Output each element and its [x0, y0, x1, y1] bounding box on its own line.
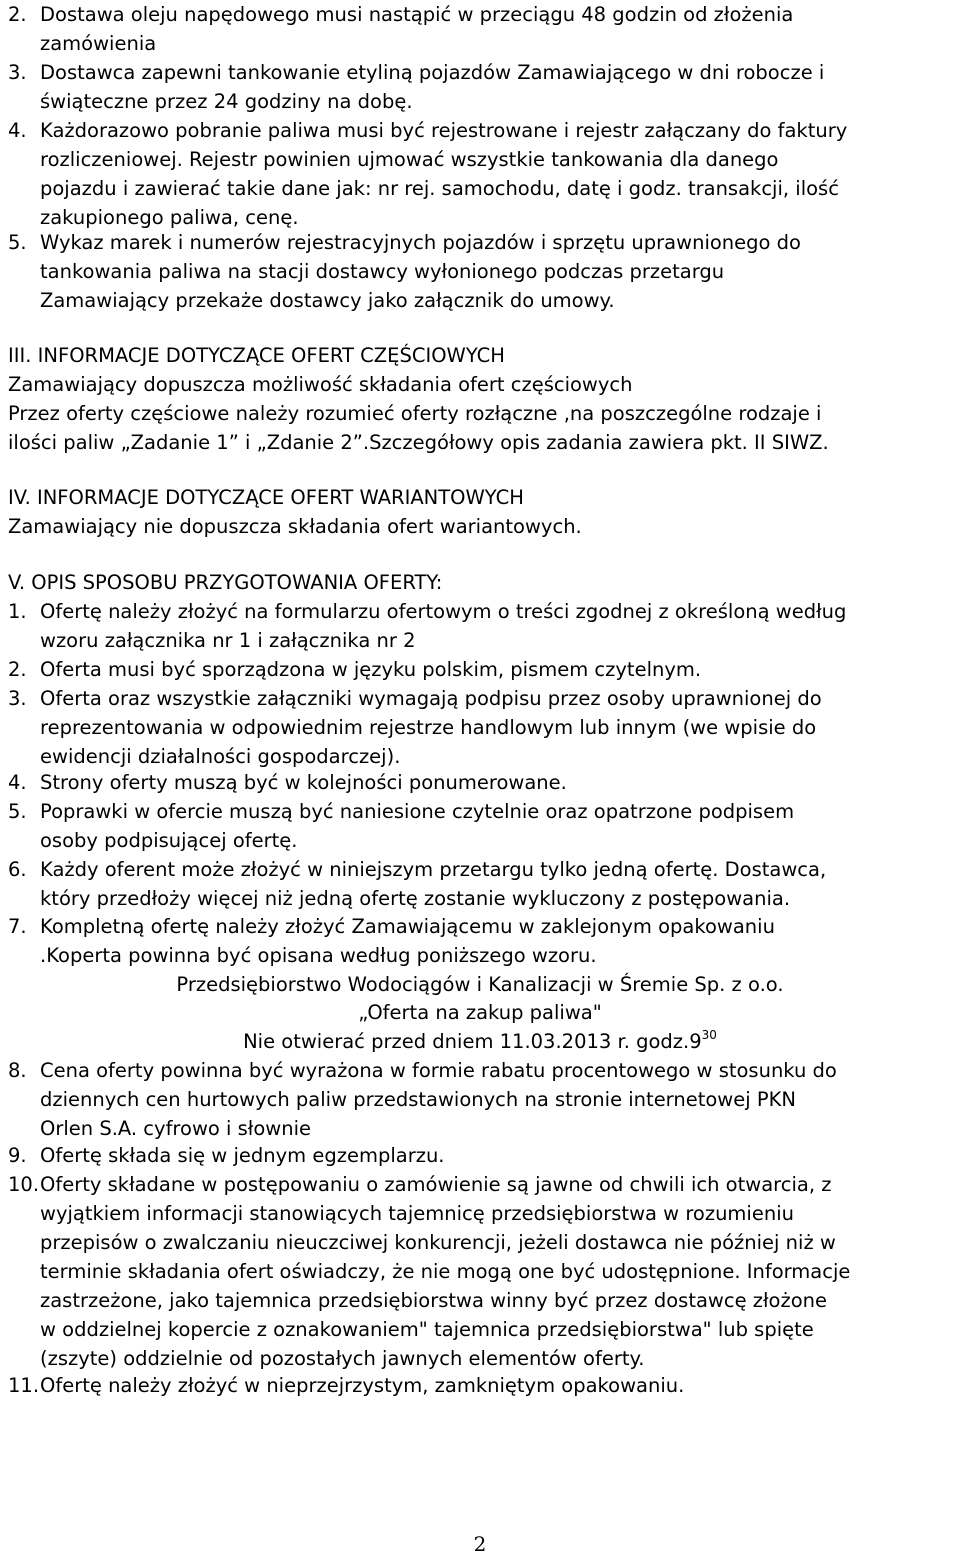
text-line: .Koperta powinna być opisana według poniższego wzoru. [40, 944, 597, 967]
section-heading: IV. INFORMACJE DOTYCZĄCE OFERT WARIANTOWYCH [8, 486, 524, 509]
text-line: świąteczne przez 24 godziny na dobę. [40, 90, 413, 113]
text-line: Oferty składane w postępowaniu o zamówienie są jawne od chwili ich otwarcia, z [40, 1173, 832, 1196]
item-text [40, 855, 952, 913]
text-line: Wykaz marek i numerów rejestracyjnych pojazdów i sprzętu uprawnionego do [40, 231, 801, 254]
text-line: Zamawiający dopuszcza możliwość składania ofert częściowych [8, 373, 633, 396]
page-number: 2 [473, 1532, 487, 1556]
section-offer-preparation [8, 568, 952, 597]
item-text [40, 684, 952, 771]
text-line: zakupionego paliwa, cenę. [40, 206, 299, 229]
text-line: Ofertę należy złożyć na formularzu ofertowym o treści zgodnej z określoną według [40, 600, 847, 623]
text-line: osoby podpisującej ofertę. [40, 829, 298, 852]
text-line: rozliczeniowej. Rejestr powinien ujmować wszystkie tankowania dla danego [40, 148, 779, 171]
item-text [40, 655, 952, 684]
item-number: 6. [8, 858, 27, 881]
text-line: Zamawiający przekaże dostawcy jako załącznik do umowy. [40, 289, 615, 312]
item-text [40, 1141, 952, 1170]
item-number: 9. [8, 1144, 27, 1167]
text-line: w oddzielnej kopercie z oznakowaniem" tajemnica przedsiębiorstwa" lub spięte [40, 1318, 814, 1341]
section-partial-offers [8, 341, 952, 457]
item-number: 2. [8, 3, 27, 26]
item-text [40, 797, 952, 855]
item-number: 1. [8, 600, 27, 623]
item-number: 7. [8, 915, 27, 938]
text-line: Kompletną ofertę należy złożyć Zamawiającemu w zaklejonym opakowaniu [40, 915, 775, 938]
section-variant-offers [8, 483, 952, 541]
text-line: przepisów o zwalczaniu nieuczciwej konkurencji, jeżeli dostawca nie później niż w [40, 1231, 836, 1254]
text-line: Strony oferty muszą być w kolejności ponumerowane. [40, 771, 567, 794]
item-text [40, 597, 952, 655]
text-line: Ofertę należy złożyć w nieprzejrzystym, zamkniętym opakowaniu. [40, 1374, 685, 1397]
item-text [40, 228, 952, 315]
item-text [40, 768, 952, 797]
deadline-text: Nie otwierać przed dniem 11.03.2013 r. godz.9 [243, 1030, 702, 1053]
item-number: 4. [8, 119, 27, 142]
text-line: Dostawca zapewni tankowanie etyliną pojazdów Zamawiającego w dni robocze i [40, 61, 825, 84]
item-text [40, 912, 952, 970]
item-text [40, 1056, 952, 1143]
text-line: zastrzeżone, jako tajemnica przedsiębiorstwa winny być przez dostawcę złożone [40, 1289, 828, 1312]
item-number: 4. [8, 771, 27, 794]
text-line: wzoru załącznika nr 1 i załącznika nr 2 [40, 629, 416, 652]
text-line: Poprawki w ofercie muszą być naniesione czytelnie oraz opatrzone podpisem [40, 800, 795, 823]
envelope-offer-title: „Oferta na zakup paliwa" [358, 1001, 602, 1024]
text-line: dziennych cen hurtowych paliw przedstawionych na stronie internetowej PKN [40, 1088, 796, 1111]
text-line: który przedłoży więcej niż jedną ofertę zostanie wykluczony z postępowania. [40, 887, 791, 910]
text-line: reprezentowania w odpowiednim rejestrze handlowym lub innym (we wpisie do [40, 716, 817, 739]
text-line: pojazdu i zawierać takie dane jak: nr rej. samochodu, datę i godz. transakcji, ilość [40, 177, 839, 200]
text-line: wyjątkiem informacji stanowiących tajemnicę przedsiębiorstwa w rozumieniu [40, 1202, 794, 1225]
item-text [40, 1170, 952, 1373]
item-text [40, 1371, 952, 1400]
item-text [40, 0, 952, 58]
text-line: zamówienia [40, 32, 157, 55]
text-line: Cena oferty powinna być wyrażona w formie rabatu procentowego w stosunku do [40, 1059, 837, 1082]
text-line: Każdorazowo pobranie paliwa musi być rejestrowane i rejestr załączany do faktury [40, 119, 848, 142]
text-line: ilości paliw „Zadanie 1” i „Zdanie 2”.Szczegółowy opis zadania zawiera pkt. II SIWZ. [8, 431, 829, 454]
item-number: 8. [8, 1059, 27, 1082]
item-number: 10. [8, 1173, 40, 1196]
section-heading: III. INFORMACJE DOTYCZĄCE OFERT CZĘŚCIOWYCH [8, 344, 505, 367]
item-number: 3. [8, 687, 27, 710]
text-line: Oferta oraz wszystkie załączniki wymagają podpisu przez osoby uprawnionej do [40, 687, 822, 710]
envelope-company: Przedsiębiorstwo Wodociągów i Kanalizacji w Śremie Sp. z o.o. [176, 973, 784, 996]
item-text [40, 58, 952, 116]
deadline-minutes: 30 [701, 1028, 717, 1042]
item-number: 2. [8, 658, 27, 681]
item-number: 5. [8, 231, 27, 254]
text-line: terminie składania ofert oświadczy, że nie mogą one być udostępnione. Informacje [40, 1260, 851, 1283]
text-line: Zamawiający nie dopuszcza składania ofert wariantowych. [8, 515, 582, 538]
text-line: tankowania paliwa na stacji dostawcy wyłonionego podczas przetargu [40, 260, 725, 283]
text-line: Ofertę składa się w jednym egzemplarzu. [40, 1144, 445, 1167]
text-line: ewidencji działalności gospodarczej). [40, 745, 401, 768]
item-number: 11. [8, 1374, 40, 1397]
text-line: Przez oferty częściowe należy rozumieć oferty rozłączne ,na poszczególne rodzaje i [8, 402, 822, 425]
text-line: Dostawa oleju napędowego musi nastąpić w przeciągu 48 godzin od złożenia [40, 3, 794, 26]
item-number: 3. [8, 61, 27, 84]
text-line: (zszyte) oddzielnie od pozostałych jawnych elementów oferty. [40, 1347, 645, 1370]
section-heading: V. OPIS SPOSOBU PRZYGOTOWANIA OFERTY: [8, 571, 443, 594]
text-line: Orlen S.A. cyfrowo i słownie [40, 1117, 312, 1140]
text-line: Oferta musi być sporządzona w języku polskim, pismem czytelnym. [40, 658, 702, 681]
item-number: 5. [8, 800, 27, 823]
envelope-deadline [0, 1027, 960, 1056]
text-line: Każdy oferent może złożyć w niniejszym przetargu tylko jedną ofertę. Dostawca, [40, 858, 827, 881]
item-text [40, 116, 952, 232]
